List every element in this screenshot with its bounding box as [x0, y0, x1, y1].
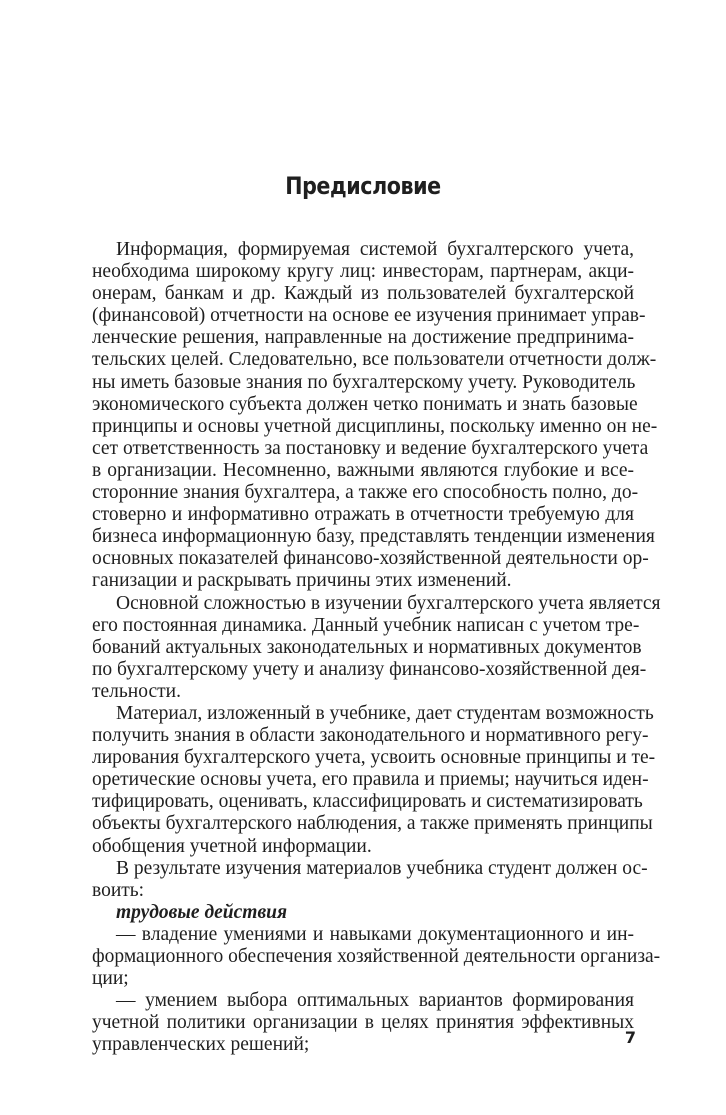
text-line: Материал, изложенный в учебнике, дает студентам возможность	[116, 702, 654, 724]
text-line: онерам, банкам и др. Каждый из пользователей бухгалтерской	[92, 283, 634, 305]
text-line: оретические основы учета, его правила и приемы; научиться иден-	[92, 769, 649, 791]
text-line: стоверно и информативно отражать в отчетности требуемую для	[92, 504, 634, 526]
text-line: В результате изучения материалов учебника студент должен ос-	[116, 857, 648, 879]
text-line: необходима широкому кругу лиц: инвесторам, партнерам, акци-	[92, 261, 634, 283]
text-line: воить:	[92, 879, 145, 901]
text-line: лирования бухгалтерского учета, усвоить основные принципы и те-	[92, 747, 656, 769]
page-title: Предисловие	[285, 172, 441, 200]
list-item-line: учетной политики организации в целях принятия эффективных	[92, 1012, 634, 1034]
text-line: ны иметь базовые знания по бухгалтерскому учету. Руководитель	[92, 371, 636, 393]
body-text	[92, 239, 661, 1056]
list-item-line: — владение умениями и навыками документационного и ин-	[116, 923, 634, 945]
page-number: 7	[624, 1028, 636, 1047]
text-line: бований актуальных законодательных и нормативных документов	[92, 636, 642, 658]
text-line: (финансовой) отчетности на основе ее изучения принимает управ-	[92, 305, 646, 327]
text-line: экономического субъекта должен четко понимать и знать базовые	[92, 393, 638, 415]
text-line: обобщения учетной информации.	[92, 835, 372, 857]
text-line: по бухгалтерскому учету и анализу финансово-хозяйственной дея-	[92, 658, 647, 680]
text-line: тельности.	[92, 680, 181, 702]
list-item-line: управленческих решений;	[92, 1034, 310, 1056]
text-line: объекты бухгалтерского наблюдения, а также применять принципы	[92, 813, 653, 835]
text-line: ленческие решения, направленные на достижение предпринима-	[92, 327, 634, 349]
section-subheading: трудовые действия	[116, 901, 288, 923]
text-line: ганизации и раскрывать причины этих изменений.	[92, 570, 512, 592]
text-line: Информация, формируемая системой бухгалтерского учета,	[116, 239, 634, 260]
text-line: основных показателей финансово-хозяйственной деятельности ор-	[92, 548, 649, 570]
text-line: сторонние знания бухгалтера, а также его способность полно, до-	[92, 482, 639, 504]
text-line: в организации. Несомненно, важными являются глубокие и все-	[92, 459, 634, 481]
text-line: Основной сложностью в изучении бухгалтерского учета является	[116, 592, 661, 614]
text-line: получить знания в области законодательного и нормативного регу-	[92, 725, 649, 747]
text-line: его постоянная динамика. Данный учебник написан с учетом тре-	[92, 614, 640, 636]
list-item-line: формационного обеспечения хозяйственной деятельности организа-	[92, 946, 661, 967]
text-line: принципы и основы учетной дисциплины, поскольку именно он не-	[92, 415, 658, 437]
text-line: сет ответственность за постановку и ведение бухгалтерского учета	[92, 437, 649, 459]
list-item-line: ции;	[92, 968, 129, 990]
list-item-line: — умением выбора оптимальных вариантов формирования	[116, 990, 634, 1012]
text-line: бизнеса информационную базу, представлять тенденции изменения	[92, 526, 655, 548]
text-line: тельских целей. Следовательно, все пользователи отчетности долж-	[92, 349, 657, 371]
text-line: тифицировать, оценивать, классифицировать и систематизировать	[92, 791, 643, 813]
